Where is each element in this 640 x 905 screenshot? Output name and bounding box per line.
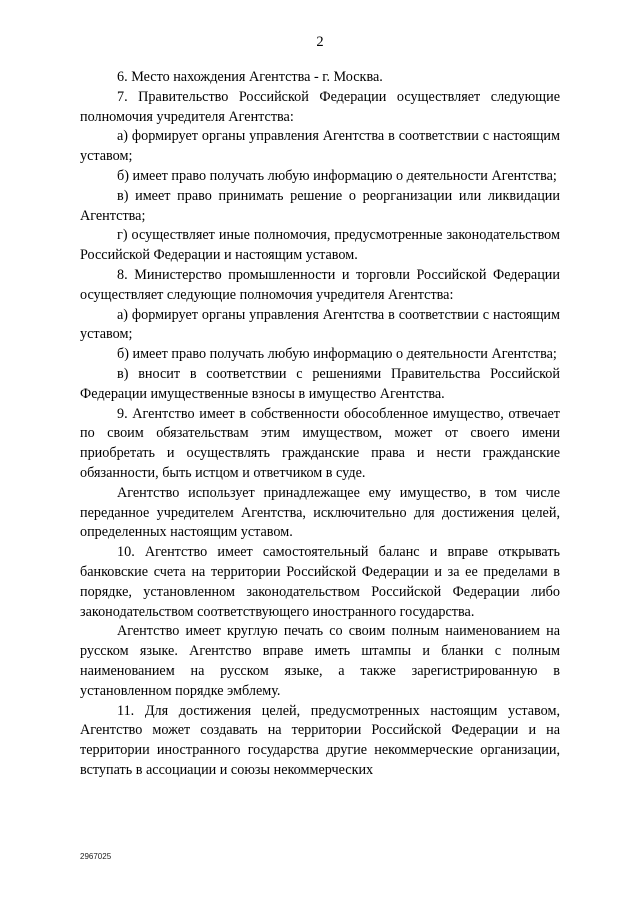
paragraph-item-8b: б) имеет право получать любую информацию о деятельности Агентства; <box>117 346 557 363</box>
paragraph-item-8v: в) вносит в соответствии с решениями Правительства Российской Федерации имущественные взносы в имущество Агентства. <box>80 365 560 402</box>
paragraph-item-7b: б) имеет право получать любую информацию о деятельности Агентства; <box>117 167 557 184</box>
paragraph-item-10-cont: Агентство имеет круглую печать со своим полным наименованием на русском языке. Агентство вправе иметь штампы и бланки с полным наименованием на русском языке, а также зарегистрированную в установленном порядке эмблему. <box>80 623 560 699</box>
paragraph-item-10: 10. Агентство имеет самостоятельный баланс и вправе открывать банковские счета на территории Российской Федерации и за ее пределами в порядке, установленном законодательством Российской Федерации либо законодательством соответствующего иностранного государства. <box>80 544 560 620</box>
paragraph-item-7g: г) осуществляет иные полномочия, предусмотренные законодательством Российской Федерации и настоящим уставом. <box>80 227 560 264</box>
paragraph-item-7: 7. Правительство Российской Федерации осуществляет следующие полномочия учредителя Агентства: <box>80 88 560 125</box>
document-body <box>80 68 560 781</box>
paragraph-item-6: 6. Место нахождения Агентства - г. Москва. <box>117 69 383 85</box>
document-code: 2967025 <box>80 852 112 861</box>
paragraph-item-7a: а) формирует органы управления Агентства в соответствии с настоящим уставом; <box>80 128 560 165</box>
paragraph-item-9-cont: Агентство использует принадлежащее ему имущество, в том числе переданное учредителем Агентства, исключительно для достижения целей, определенных настоящим уставом. <box>80 484 560 541</box>
paragraph-item-9: 9. Агентство имеет в собственности обособленное имущество, отвечает по своим обязательствам этим имуществом, может от своего имени приобретать и осуществлять гражданские права и нести гражданские обязанности, быть истцом и ответчиком в суде. <box>80 405 560 481</box>
paragraph-item-8: 8. Министерство промышленности и торговли Российской Федерации осуществляет следующие полномочия учредителя Агентства: <box>80 266 560 303</box>
paragraph-item-8a: а) формирует органы управления Агентства в соответствии с настоящим уставом; <box>80 306 560 343</box>
paragraph-item-7v: в) имеет право принимать решение о реорганизации или ликвидации Агентства; <box>80 187 560 224</box>
page-number: 2 <box>316 34 324 50</box>
paragraph-item-11: 11. Для достижения целей, предусмотренных настоящим уставом, Агентство может создавать на территории Российской Федерации и на территории иностранного государства другие некоммерческие организации, вступать в ассоциации и союзы некоммерческих <box>80 702 560 778</box>
